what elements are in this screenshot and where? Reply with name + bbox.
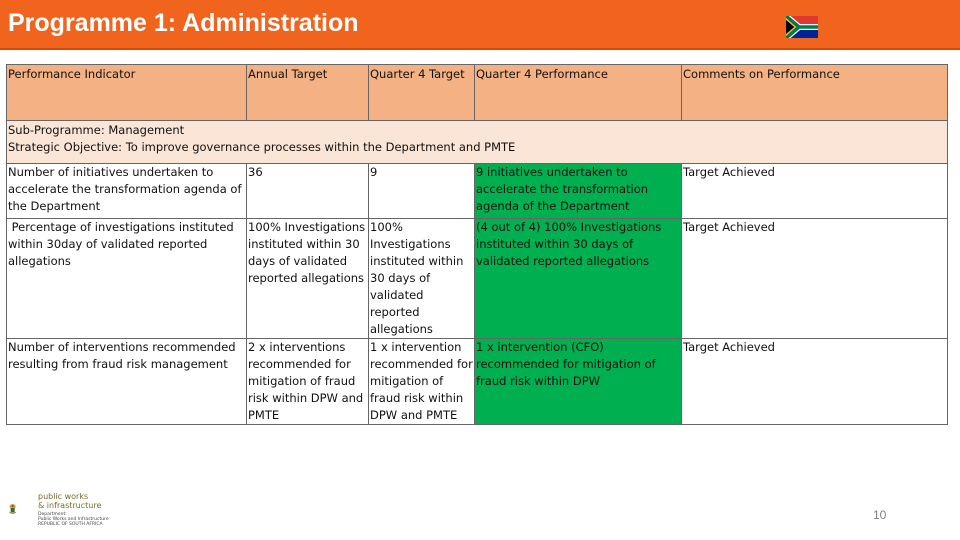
indicator-cell: Percentage of investigations instituted within 30day of validated reported allegations: [7, 219, 247, 339]
indicator-cell: Number of initiatives undertaken to accelerate the transformation agenda of the Department: [7, 164, 247, 219]
annual-target-cell: 100% Investigations instituted within 30 days of validated reported allegations: [247, 219, 369, 339]
column-header: Quarter 4 Performance: [475, 65, 682, 121]
table-row: [7, 164, 948, 219]
q4-performance-cell: (4 out of 4) 100% Investigations instituted within 30 days of validated reported allegations: [475, 219, 682, 339]
subprogramme-cell: [7, 121, 948, 164]
department-logo-text: public works & infrastructure: [38, 492, 102, 510]
table-header-row: [7, 65, 948, 121]
comments-cell: Target Achieved: [682, 219, 948, 339]
comments-cell: Target Achieved: [682, 339, 948, 425]
column-header: Annual Target: [247, 65, 369, 121]
annual-target-cell: 36: [247, 164, 369, 219]
title-divider: [0, 48, 960, 50]
table-row: [7, 219, 948, 339]
strategic-objective: Strategic Objective: To improve governance processes within the Department and PMTE: [8, 140, 516, 154]
column-header: Quarter 4 Target: [369, 65, 475, 121]
indicator-cell: Number of interventions recommended resulting from fraud risk management: [7, 339, 247, 425]
performance-table: [6, 64, 948, 425]
comments-cell: Target Achieved: [682, 164, 948, 219]
table-row: [7, 339, 948, 425]
column-header: Performance Indicator: [7, 65, 247, 121]
q4-target-cell: 100% Investigations instituted within 30 days of validated reported allegations: [369, 219, 475, 339]
subprogramme-row: [7, 121, 948, 164]
q4-target-cell: 9: [369, 164, 475, 219]
q4-performance-cell: 9 initiatives undertaken to accelerate the transformation agenda of the Department: [475, 164, 682, 219]
q4-target-cell: 1 x intervention recommended for mitigation of fraud risk within DPW and PMTE: [369, 339, 475, 425]
q4-performance-cell: 1 x intervention (CFO) recommended for mitigation of fraud risk within DPW: [475, 339, 682, 425]
subprogramme-title: Sub-Programme: Management: [8, 123, 185, 137]
south-africa-flag-icon: [786, 16, 818, 38]
column-header: Comments on Performance: [682, 65, 948, 121]
annual-target-cell: 2 x interventions recommended for mitigation of fraud risk within DPW and PMTE: [247, 339, 369, 425]
page-number: 10: [873, 508, 887, 522]
coat-of-arms-logo: [8, 488, 38, 530]
page-title: Programme 1: Administration: [8, 9, 359, 37]
department-logo-subtext: Department: Public Works and Infrastructure REPUBLIC OF SOUTH AFRICA: [38, 512, 109, 527]
